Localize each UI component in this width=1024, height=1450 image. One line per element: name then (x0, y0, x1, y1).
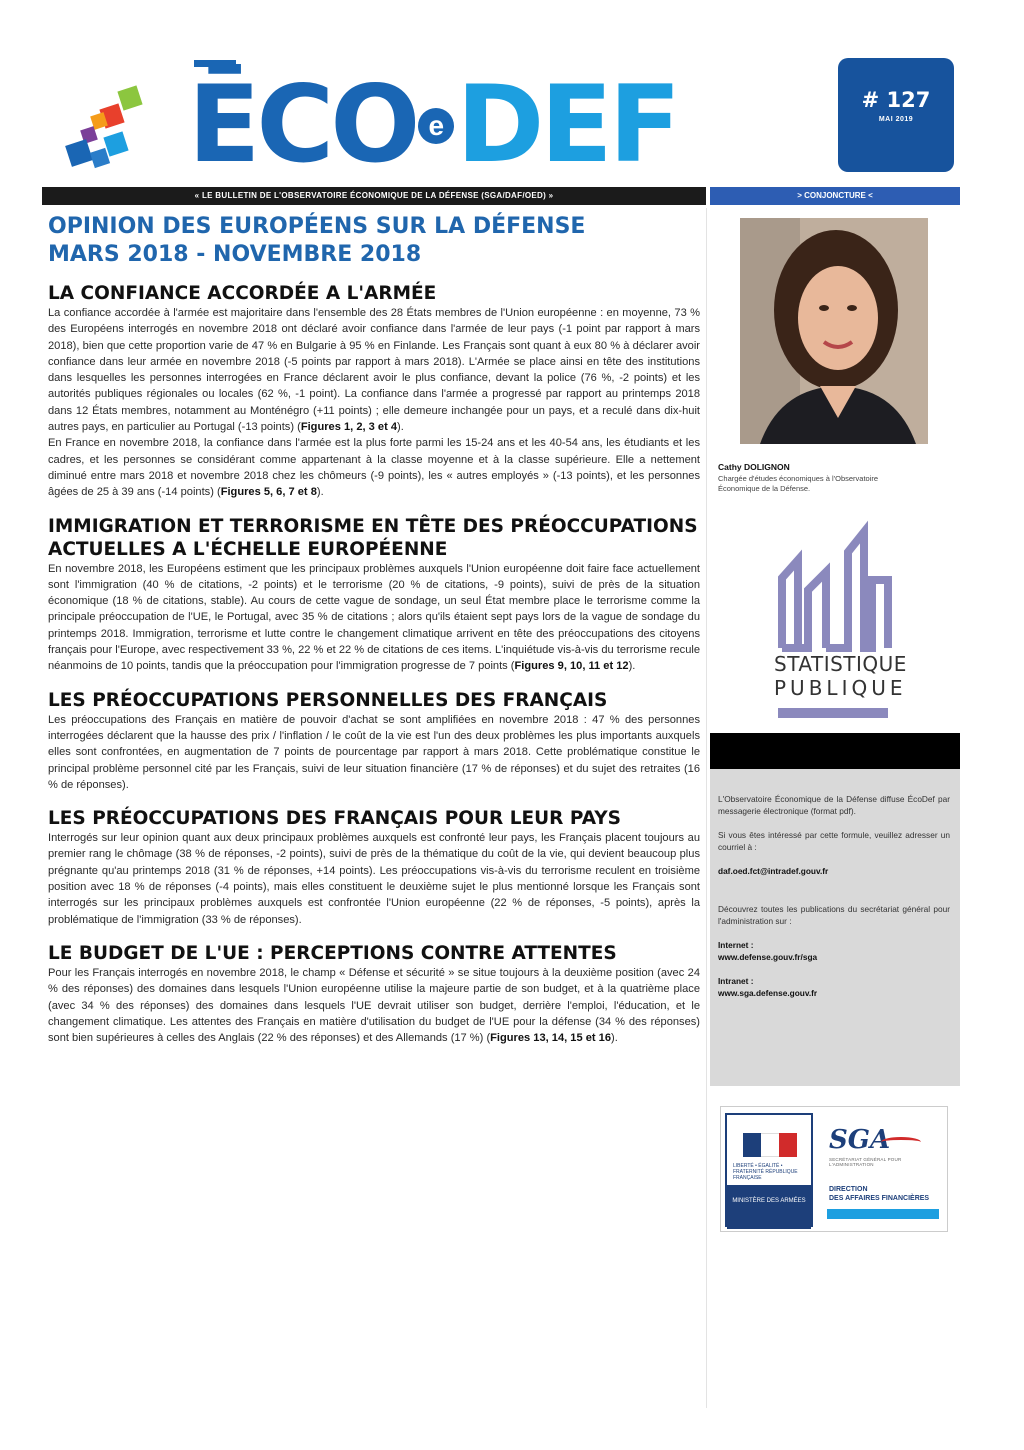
article (48, 213, 700, 1046)
internet-label: Internet : (718, 940, 754, 950)
masthead-logo (188, 60, 678, 186)
daf-name: DIRECTION DES AFFAIRES FINANCIÈRES (829, 1186, 930, 1202)
sidebar-black-band (710, 733, 960, 769)
ministry-name: MINISTÈRE DES ARMÉES (727, 1185, 811, 1229)
intranet-label: Intranet : (718, 976, 754, 986)
bulletin-banner: « LE BULLETIN DE L'OBSERVATOIRE ÉCONOMIQUE DE LA DÉFENSE (SGA/DAF/OED) » (42, 187, 706, 205)
author-role: Chargée d'études économiques à l'Observatoire Économique de la Défense. (718, 474, 879, 493)
daf-accent-bar (827, 1209, 939, 1219)
sga-swoosh-icon (881, 1137, 921, 1147)
info-text-subscribe: Si vous êtes intéressé par cette formule, veuillez adresser un courriel à : (718, 830, 950, 852)
intranet-link[interactable]: www.sga.defense.gouv.fr (718, 988, 818, 998)
logo-cubes-icon (62, 84, 162, 174)
issue-date: MAI 2019 (878, 116, 914, 123)
ministere-armees-logo (725, 1113, 813, 1227)
internet-link[interactable]: www.defense.gouv.fr/sga (718, 952, 818, 962)
french-flag-icon (743, 1133, 797, 1157)
info-text-diffusion: L'Observatoire Économique de la Défense diffuse ÉcoDef par messagerie électronique (format pdf). (718, 794, 950, 816)
section-heading-eu-budget: LE BUDGET DE L'UE : PERCEPTIONS CONTRE ATTENTES (48, 942, 617, 964)
statistique-label: STATISTIQUE (774, 652, 907, 676)
column-divider (706, 208, 707, 1408)
section-heading-confidence: LA CONFIANCE ACCORDÉE A L'ARMÉE (48, 283, 437, 304)
info-box (710, 769, 960, 1086)
author-name: Cathy DOLIGNON (718, 462, 790, 472)
paragraph: En France en novembre 2018, la confiance dans l'armée est la plus forte parmi les 15-24 ans et les 40-54 ans, les étudiants et les cadres, et les personnes se considérant comme appartenant à la classe moyenne et à la classe supérieure. Elle a nettement diminué entre mars 2018 et novembre 2018 chez les chômeurs (-9 points), les « autres employés » (-13 points), et les personnes âgées de 25 à 39 ans (-14 points) (Figures 5, 6, 7 et 8). (48, 437, 700, 499)
info-text-publications: Découvrez toutes les publications du secrétariat général pour l'administration sur : (718, 904, 950, 926)
issue-badge (838, 58, 954, 172)
paragraph: La confiance accordée à l'armée est majoritaire dans l'ensemble des 28 États membres de l'Union européenne : en moyenne, 73 % des Européens interrogés en novembre 2018 ont déclaré avoir confiance dans l'armée de leur pays (-1 point par rapport à mars 2018), bien que cette proportion varie de 47 % en Bulgarie à 95 % en Finlande. Les Français sont quant à eux 80 % à déclarer avoir confiance dans leur armée en novembre 2018 (-5 points par rapport à mars 2018). L'Armée se place ainsi en tête des institutions dans lesquelles les personnes interrogées en France déclarent avoir le plus confiance, devant la police (76 %, -2 points) et les autorités publiques régionales ou locales (62 %, -1 point). La confiance dans l'armée a progressé par rapport au printemps 2018 dans 12 États membres, notamment au Monténégro (+11 points) ; elle demeure inchangée pour un pays, et a reculé dans dix-huit autres pays, en particulier au Portugal (-13 points) (Figures 1, 2, 3 et 4). (48, 307, 700, 434)
page-title-line2: MARS 2018 - NOVEMBRE 2018 (48, 242, 422, 267)
rf-motto: LIBERTÉ • ÉGALITÉ • FRATERNITÉ RÉPUBLIQUE FRANÇAISE (733, 1163, 798, 1181)
paragraph: Interrogés sur leur opinion quant aux deux principaux problèmes auxquels est confronté leur pays, les Français placent toujours au premier rang le chômage (38 % de réponses, -2 points), suivi de près de la thématique du coût de la vie, qui devient beaucoup plus prégnante qu'au printemps 2018 (31 % de réponses, +14 points). Les préoccupations vis-à-vis du terrorisme reculent en troisième position avec 18 % de réponses (-4 points), mais elles constituent le deuxième sujet le plus mentionné lorsque les Français sont interrogés sur les principaux problèmes auxquels est confrontée l'Union européenne (22 % de réponses, -5 points), après la problématique de l'immigration (33 % de réponses). (48, 832, 700, 926)
page-title (48, 213, 700, 269)
institution-logos (720, 1106, 948, 1232)
paragraph: Pour les Français interrogés en novembre 2018, le champ « Défense et sécurité » se situe toujours à la deuxième position (avec 24 % des réponses) des domaines dans lesquels l'Union européenne utilise la majeure partie de son budget, et à la quatrième place (avec 34 % des réponses) des domaines dans lesquels l'UE devrait utiliser son budget, derrière l'emploi, l'éducation, et le changement climatique. Les attentes des Français en matière d'utilisation du budget de l'UE pour la défense (34 % des réponses) sont bien supérieures à celles des Anglais (22 % des réponses) et des Allemands (17 %) (Figures 13, 14, 15 et 16). (48, 966, 700, 1045)
masthead-e-circle: e (418, 108, 454, 144)
section-tag: > CONJONCTURE < (710, 187, 960, 205)
sga-logo: SGA (829, 1125, 891, 1155)
paragraph: En novembre 2018, les Européens estiment que les principaux problèmes auxquels l'Union européenne doit faire face actuellement sont l'immigration (40 % de citations, -2 points) et le terrorisme (20 % de citations, -9 points), suivi de près de la situation économique (18 % de citations, stable). Au cours de cette vague de sondage, un seul État membre place le terrorisme comme la principale préoccupation de l'UE, le Portugal, avec 35 % de citations ; alors qu'ils étaient sept pays lors de la vague de sondage du printemps 2018. Immigration, terrorisme et lutte contre le changement climatique arrivent en tête des préoccupations des citoyens français pour l'Europe, avec respectivement 33 %, 22 % et 22 % de citations de ces items. L'inquiétude vis-à-vis du terrorisme recule néanmoins de 10 points, tandis que la préoccupation pour l'immigration progresse de 7 points (Figures 9, 10, 11 et 12). (48, 562, 700, 673)
issue-number: # 127 (861, 88, 931, 112)
section-heading-immigration: IMMIGRATION ET TERRORISME EN TÊTE DES PRÉOCCUPATIONS ACTUELLES A L'ÉCHELLE EUROPÉENNE (48, 515, 698, 560)
paragraph: Les préoccupations des Français en matière de pouvoir d'achat se sont amplifiées en novembre 2018 : 47 % des personnes interrogées déclarent que la hausse des prix / l'inflation / le coût de la vie est l'un des deux problèmes les plus importants auxquels elles sont confrontées, en augmentation de 7 points de pourcentage par rapport à mars 2018. Cette problématique constitue le principal problème personnel cité par les Français, suivi de leur situation financière (17 % de réponses) et du sujet des retraites (16 % de réponses). (48, 713, 700, 791)
masthead-def: DEF (456, 63, 678, 186)
contact-email-link[interactable]: daf.oed.fct@intradef.gouv.fr (718, 866, 829, 876)
section-heading-personal-concerns: LES PRÉOCCUPATIONS PERSONNELLES DES FRANÇAIS (48, 689, 608, 711)
section-heading-country-concerns: LES PRÉOCCUPATIONS DES FRANÇAIS POUR LEUR PAYS (48, 808, 621, 830)
publique-label: PUBLIQUE (774, 676, 907, 700)
author-photo (740, 218, 928, 444)
masthead-eco: ĒCO (188, 63, 417, 186)
sga-subtitle: SECRÉTARIAT GÉNÉRAL POUR L'ADMINISTRATION (829, 1157, 902, 1167)
page-title-line1: OPINION DES EUROPÉENS SUR LA DÉFENSE (48, 214, 586, 239)
statistique-underline (778, 708, 888, 718)
